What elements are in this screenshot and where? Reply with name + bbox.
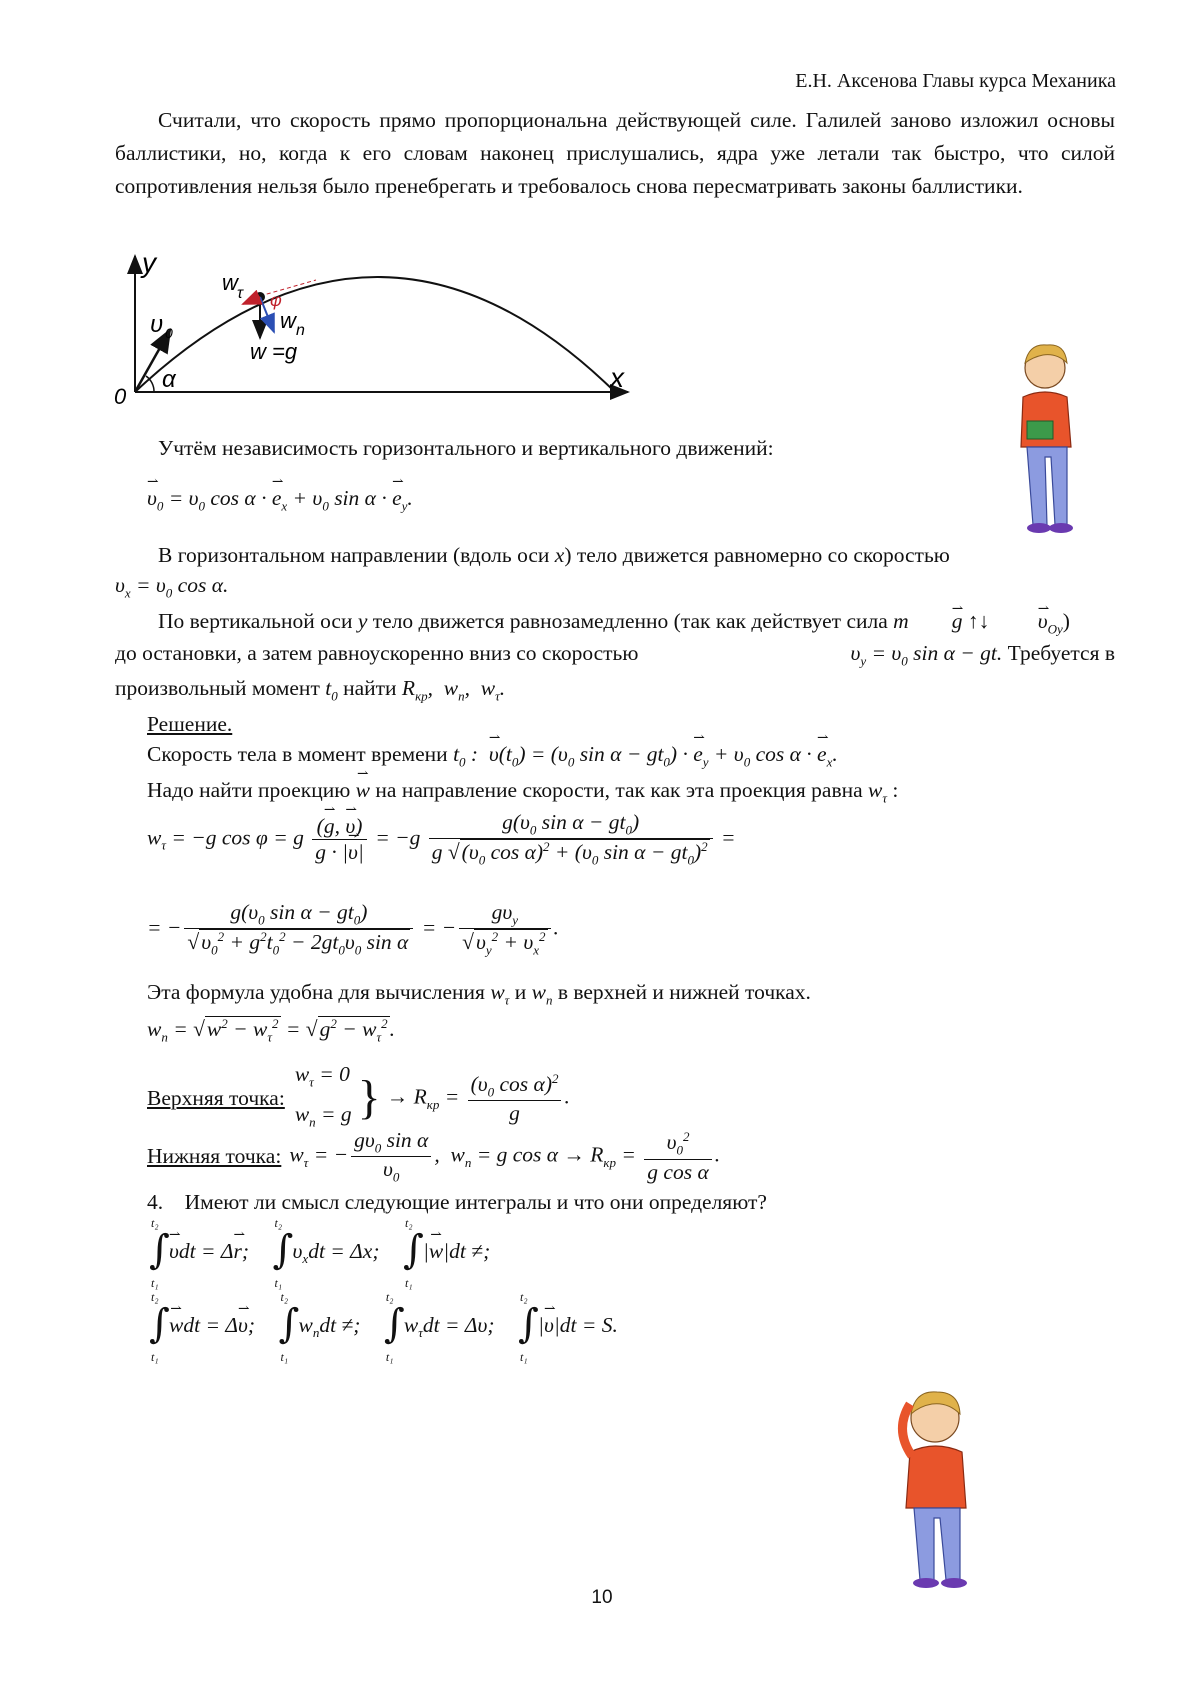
intro-paragraph: Считали, что скорость прямо пропорциональна действующей силе. Галилей заново изложил основы баллистики, но, когда к его словам наконец прислушались, ядра уже летали так быстро, что силой сопротивления нельзя было пренебрегать и требовалось снова пересматривать законы баллистики.	[115, 108, 1115, 198]
projection-line: Надо найти проекцию ⇀ w на направление скорости, так как эта проекция равна $w_\tau$ :	[147, 778, 898, 806]
wtau-label: w	[222, 270, 238, 295]
integrals-row-1: t₂ ∫ t₁ ⇀ υdt = Δ⇀ r; t₂ ∫ t₁ $\upsilon_xdt = \Delta x$; t₂ ∫ t₁ |⇀ w|dt ≠;	[147, 1224, 490, 1282]
running-header: Е.Н. Аксенова Главы курса Механика	[795, 70, 1116, 92]
vertical-motion-line-3: произвольный момент $t_0$ найти $R_{кр}$, $w_n$, $w_\tau$.	[115, 676, 506, 704]
w-tau-formula-2: = − $\frac{g(\upsilon_0 \sin \alpha - gt_0)}{√\upsilon_0^2 + g^2t_0^2 - 2gt_0\upsilon_0 \sin \alpha}$ = − $\frac{g\upsilon_y}{√\upsilon_y^2 + \upsilon_x^2}$ .	[147, 900, 559, 958]
speed-at-t0-line: Скорость тела в момент времени $t_0$ : ⇀ $\upsilon(t_0) = (\upsilon_0$ $\sin \alpha - gt_0$) · ⇀ $e_y + \upsilon_0$ cos α · ⇀ $e_x$.	[147, 742, 838, 770]
alpha-label: α	[162, 366, 176, 393]
thinking-boy-illustration-2	[880, 1380, 990, 1590]
wn-label: w	[280, 308, 296, 333]
formula-note: Эта формула удобна для вычисления $w_\tau$ и $w_n$ в верхней и нижней точках.	[147, 980, 811, 1008]
integrals-row-2: t₂ ∫ t₁ ⇀ wdt = Δ⇀ υ; t₂ ∫ t₁ $w_ndt$ ≠; t₂ ∫ t₁ $w_\tau dt = \Delta\upsilon$; t₂ ∫ t₁ |⇀ υ|dt = S.	[147, 1298, 618, 1356]
page-number: 10	[591, 1587, 613, 1608]
vertical-motion-line-1: По вертикальной оси y тело движется равнозамедленно (так как действует сила m⇀ g ↑↓ ⇀ $\upsilon_{Oy}$)	[115, 605, 1115, 645]
trajectory-diagram	[110, 252, 650, 412]
origin-label: 0	[114, 384, 127, 409]
wn-sub: n	[296, 322, 305, 339]
v0-sub: 0	[165, 325, 173, 341]
trajectory-curve	[135, 277, 615, 392]
horizontal-motion-paragraph: В горизонтальном направлении (вдоль оси x) тело движется равномерно со скоростью	[158, 543, 950, 567]
v0-decomposition-formula: ⇀ $\upsilon_0 = \upsilon_0$ cos α · ⇀ $e_x + \upsilon_0$ sin α · ⇀ $e_y$.	[147, 486, 413, 514]
upper-point-line: Верхняя точка: $w_\tau = 0$ $w_n = g$ } → $R_{кр}$ = $\frac{(\upsilon_0 \cos \alpha)^2}{g}$ .	[147, 1062, 570, 1130]
w-eq-g-label: w =g	[250, 339, 298, 364]
independence-sentence: Учтём независимость горизонтального и вертикального движений:	[158, 436, 774, 460]
solution-title: Решение.	[147, 712, 233, 736]
y-label: y	[142, 252, 156, 278]
phi-label: φ	[270, 290, 282, 310]
vertical-motion-line-2: до остановки, а затем равноускоренно вниз со скоростью $\upsilon_y = \upsilon_0$ sin α − gt. Требуется в	[115, 641, 1115, 669]
wn-formula: $w_n = √w^2 - w_\tau^2 = √g^2 - w_\tau^2$.	[147, 1016, 395, 1045]
lower-point-line: Нижняя точка: $w_\tau$ = − $\frac{g\upsilon_0 \sin \alpha}{\upsilon_0}$ , $w_n = g$ $\cos \alpha \to R_{кр}$ = $\frac{\upsilon_0^2}{\text{g cos α}}$ .	[147, 1128, 721, 1185]
x-label: x	[610, 362, 624, 393]
question-4: 4. Имеют ли смысл следующие интегралы и что они определяют?	[147, 1190, 767, 1214]
wtau-sub: τ	[237, 285, 243, 302]
vx-formula: $\upsilon_x = \upsilon_0$ cos α.	[115, 573, 229, 601]
w-tau-formula-1: $w_\tau = -g$ cos φ = g $\frac{(⇀ g, ⇀ \upsilon)}{g \cdot |⇀ \upsilon|}$ = −g $\frac{g(\upsilon_0 \sin \alpha - gt_0)}{g √(\upsilon_0 \cos \alpha)^2 + (\upsilon_0 \sin \alpha - gt_0)^2}$ =	[147, 810, 736, 869]
v0-label: υ	[150, 311, 164, 338]
